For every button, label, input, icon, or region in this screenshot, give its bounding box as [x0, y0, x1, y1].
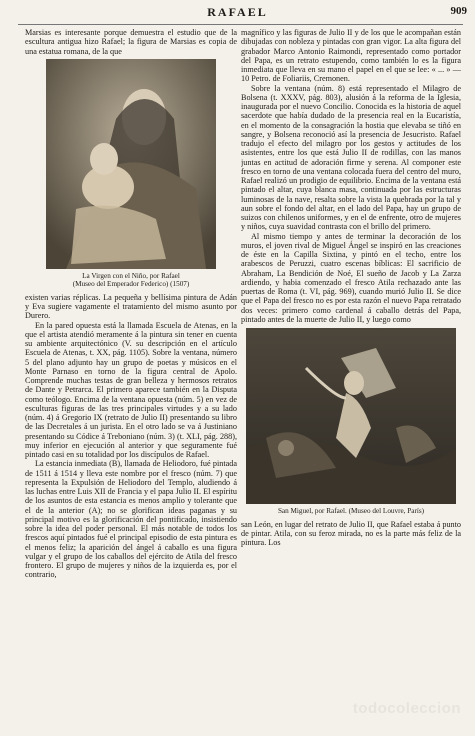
saint-michael-painting-image [246, 328, 456, 504]
saint-michael-plate [246, 328, 456, 504]
figure-1-caption-title: La Virgen con el Niño, por Rafael [82, 271, 180, 280]
madonna-painting-image [46, 59, 216, 269]
right-paragraph-2: Sobre la ventana (núm. 8) está representado el Milagro de Bolsena (t. XXXV, pág. 803), alusión á la reforma de la Iglesia, inaugurada por el nuevo Concilio. Conocida es la historia de aquel sacerdote que había dudado de la presencia real en la Eucaristía, en el momento de la consagración la hostia que elevaba se tiñó en sangre, y Bolsena reconoció así la presencia de Jesucristo. Rafael tradujo el efecto del milagro por los gestos y actitudes de los asistentes, entre los que está Julio II de rodillas, con las manos juntas en actitud de adoración firme y serena. Al componer este fresco en torno de una ventana colocada fuera del centro del muro, Rafael realizó un prodigio de equilibrio. Encima de la ventana está pintado el altar, cuya blanca masa, continuada por las estructuras luminosas de la nave, resalta sobre la vista la quebrada por la tal y aun sobre el fondo del altar, en el lado del Papa, hay un grupo de suizos con chilenos uniformes, y en el de enfrente, otro de mujeres y niños, cuya suavidad contrasta con el brillo del primero. [241, 83, 461, 232]
figure-1-caption [25, 272, 237, 289]
left-paragraph-2: existen varias réplicas. La pequeña y bellísima pintura de Adán y Eva sugiere vagamente el tratamiento del mismo asunto por Durero. [25, 292, 237, 321]
left-paragraph-4: La estancia inmediata (B), llamada de Heliodoro, fué pintada de 1511 á 1514 y lleva este nombre por el fresco (núm. 7) que representa la Expulsión de Heliodoro del Templo, aludiendo á las luchas entre Luis XII de Francia y el papa Julio II. El espíritu de los asuntos de esta estancia es menos amplio y tolerante que el de la anterior (A); no se glorifican ideas paganas y su principal motivo es la glorificación del pontificado, insistiendo sobre la idea del poder personal. El más notable de todos los frescos aquí pintados fué el principal episodio de esta pintura es el menos feliz; la aparición del ángel á caballo es una figura vulgar y el grupo de los caballos del ejército de Atila del fresco frontero. El grupo de mujeres y niños de la izquierda es, por el contrario, [25, 459, 237, 580]
figure-1-caption-source: (Museo del Emperador Federico) (1507) [72, 280, 190, 289]
right-paragraph-1: magnífico y las figuras de Julio II y de los que le acompañan están dibujadas con nobleza y pintadas con gran vigor. La alta figura del grabador Marco Antonio Raimondi, representado como portador del Papa, es un retrato estupendo, como también lo es la figura inmediata que lleva en su mano el papel en el que se lee: « ... » — 10 Petro. de Foliariis, Cremonen. [241, 28, 461, 84]
page-header [0, 5, 475, 25]
page-number: 909 [450, 5, 467, 17]
left-column [25, 28, 237, 678]
right-paragraph-4: san León, en lugar del retrato de Julio II, que Rafael estaba á punto de pintar. Atila, con su feroz mirada, no es la parte más feliz de la pintura. Los [241, 519, 461, 547]
left-paragraph-1: Marsias es interesante porque demuestra el estudio que de la escultura antigua hizo Rafael; la figura de Marsias es copia de una estatua romana, de la que [25, 28, 237, 56]
watermark [291, 694, 461, 722]
left-paragraph-3: En la pared opuesta está la llamada Escuela de Atenas, en la que el artista atendió meramente á la pintura sin tener en cuenta su ambiente arquitectónico (V. su descripción en el artículo Escuela de Atenas, t. XX, pág. 1105). Sobre la ventana, número 5 del plano adjunto hay un grupo de poetas y músicos en el Monte Parnaso en torno de la figura central de Apolo. Comprende muchas testas de gran belleza y hermosos retratos de Dante y Petrarca. El primero aparece también en la Disputa como teólogo. Encima de la ventana opuesta (núm. 5) en vez de esculturas figuras de las tres principales virtudes y a su lado (núm. 4) á Gregorio IX (retrato de Julio II) presentando su libro de las Decretales á un jurista. En el otro lado se va á Justiniano presentando su Códice á Treboniano (núm. 3) (t. XLI, pág. 288), muy inferior en ejecución al anterior y que seguramente fué pintado casi en su totalidad por los discípulos de Rafael. [25, 320, 237, 459]
figure-2-caption: San Miguel, por Rafael. (Museo del Louvre, París) [277, 507, 425, 515]
watermark-text: todocoleccion [352, 699, 461, 717]
header-rule [18, 24, 463, 25]
running-title: RAFAEL [207, 5, 268, 19]
right-paragraph-3: Al mismo tiempo y antes de terminar la decoración de los muros, el joven rival de Miguel Ángel se inspiró en las creaciones de éste en la Capilla Sixtina, y pintó en el techo, entre los arabescos de Peruzzi, cuatro escenas bíblicas: El sacrificio de Abraham, La Bendición de Noé, El sueño de Jacob y La Zarza ardiendo, y habia comenzado el fresco Atila rechazado ante las puertas de Roma (t. VI, pág. 969), cuando murió Julio II. Se dice que el Papa del fresco no es por esta razón el nuevo Papa retratado dos veces: primero como cardenal á caballo detrás del Papa, pintado antes de la muerte de Julio II, y luego como [241, 231, 461, 324]
right-column [241, 28, 461, 678]
madonna-plate [46, 59, 216, 269]
